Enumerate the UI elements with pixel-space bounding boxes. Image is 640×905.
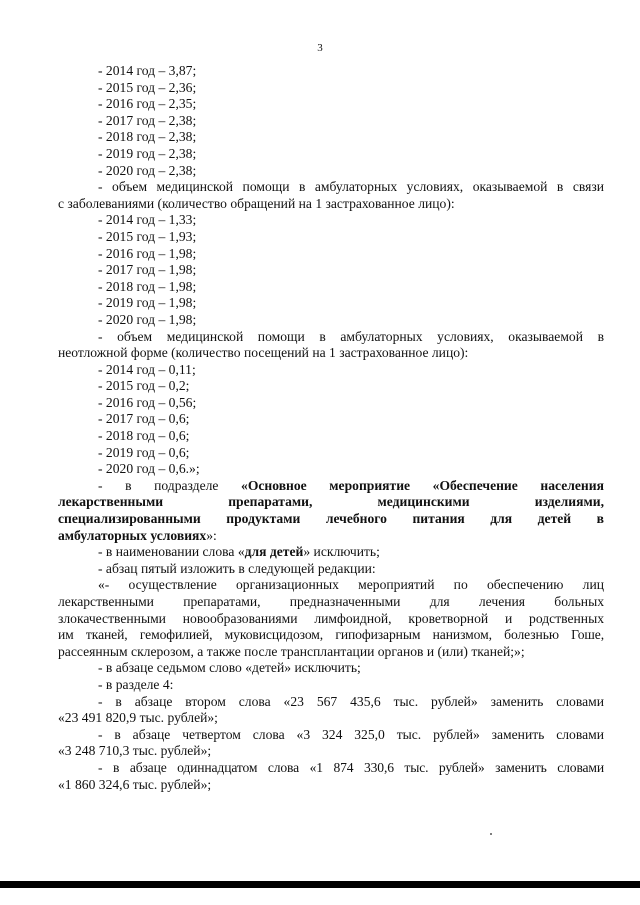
list-item: - 2015 год – 1,93; [98,228,197,244]
section-four-heading: - в разделе 4: [98,676,174,692]
list-item: - 2018 год – 2,38; [98,129,197,145]
scan-edge-bar [0,881,640,888]
bold-word: продуктами [226,511,301,527]
list-item: - 2015 год – 0,2; [98,378,190,394]
paragraph-line: им тканей, гемофилией, муковисцидозом, гипофизарным нанизмом, болезнью Гоше, [58,627,604,643]
paragraph-ambulatory-disease [58,179,604,212]
bold-word: изделиями, [534,494,604,510]
list-item: - 2016 год – 1,98; [98,245,197,261]
text-fragment: » исключить; [303,544,380,560]
bold-word: для [490,511,513,527]
bold-word: «Основное [241,477,307,493]
bold-word: мероприятие [329,477,411,493]
list-item: - 2017 год – 1,98; [98,262,197,278]
list-item: - 2020 год – 0,6.»; [98,461,200,477]
bold-word: питания [412,511,465,527]
subsection-line-4 [58,528,604,545]
paragraph-line: «3 248 710,3 тыс. рублей»; [58,743,212,759]
quoted-new-text [58,577,604,660]
bold-word: препаратами, [228,494,313,510]
bold-word: в [596,511,604,527]
list-item: - 2017 год – 2,38; [98,112,197,128]
paragraph-ambulatory-urgent [58,329,604,362]
paragraph-line: злокачественными новообразованиями лимфоидной, кроветворной и родственных [58,610,604,626]
paragraph-line: с заболеваниями (количество обращений на 1 застрахованное лицо): [58,195,455,211]
year-list-3 [58,362,604,478]
subsection-line-3 [58,511,604,528]
paragraph-line: - в абзаце четвертом слова «3 324 325,0 тыс. рублей» заменить словами [98,726,604,742]
paragraph-line: - в абзаце втором слова «23 567 435,6 тыс. рублей» заменить словами [98,693,604,709]
list-item: - 2019 год – 0,6; [98,444,190,460]
paragraph-seven-instruction: - в абзаце седьмом слово «детей» исключить; [98,660,361,676]
text-fragment: »: [206,527,217,543]
word: подразделе [154,477,219,493]
list-item: - 2014 год – 1,33; [98,212,197,228]
list-item: - 2014 год – 3,87; [98,63,197,78]
subsection-heading-paragraph [58,478,604,544]
paragraph-line: «1 860 324,6 тыс. рублей»; [58,776,212,792]
paragraph-line: лекарственными препаратами, предназначенными для лечения больных [58,594,604,609]
list-item: - 2018 год – 0,6; [98,428,190,444]
list-item: - 2020 год – 2,38; [98,162,197,178]
bold-word: населения [540,477,604,493]
list-item: - 2018 год – 1,98; [98,278,197,294]
list-item: - 2014 год – 0,11; [98,361,196,377]
paragraph-line: - в абзаце одиннадцатом слова «1 874 330,6 тыс. рублей» заменить словами [98,759,604,775]
year-list-2 [58,212,604,328]
amendment-paragraph-4 [58,727,604,760]
bold-word: медицинскими [377,494,470,510]
paragraph-line: «- осуществление организационных мероприятий по обеспечению лиц [98,577,604,593]
paragraph-line: неотложной форме (количество посещений на 1 застрахованное лицо): [58,345,469,361]
paragraph-line: - объем медицинской помощи в амбулаторных условиях, оказываемой в [98,328,604,344]
list-item: - 2016 год – 0,56; [98,394,197,410]
list-item: - 2020 год – 1,98; [98,311,197,327]
bold-word: лекарственными [58,494,164,510]
subsection-line-2 [58,494,604,511]
document-body [58,63,604,793]
paragraph-line: «23 491 820,9 тыс. рублей»; [58,710,218,726]
year-list-1 [58,63,604,179]
list-item: - 2015 год – 2,36; [98,79,197,95]
bold-word: лечебного [325,511,387,527]
paragraph-five-instruction: - абзац пятый изложить в следующей редакции: [98,560,376,576]
scan-speck [490,833,492,835]
list-item: - 2017 год – 0,6; [98,411,190,427]
amendment-paragraph-2 [58,694,604,727]
list-item: - 2019 год – 1,98; [98,295,197,311]
subsection-line-1 [58,478,604,495]
bold-word: детей [537,511,572,527]
word: в [125,477,132,493]
bold-phrase: амбулаторных условиях [58,527,207,543]
paragraph-line: рассеянным склерозом, а также после трансплантации органов и (или) тканей;»; [58,643,525,659]
amendment-paragraph-11 [58,760,604,793]
word: - [98,477,103,493]
list-item: - 2019 год – 2,38; [98,145,197,161]
paragraph-line: - объем медицинской помощи в амбулаторных условиях, оказываемой в связи [98,179,604,195]
page-number: 3 [317,42,323,54]
list-item: - 2016 год – 2,35; [98,96,197,112]
text-fragment: - в наименовании слова « [98,544,245,560]
bold-word: специализированными [58,511,201,527]
bold-word: «Обеспечение [432,477,518,493]
rename-instruction [58,544,604,561]
bold-phrase: для детей [244,544,304,560]
